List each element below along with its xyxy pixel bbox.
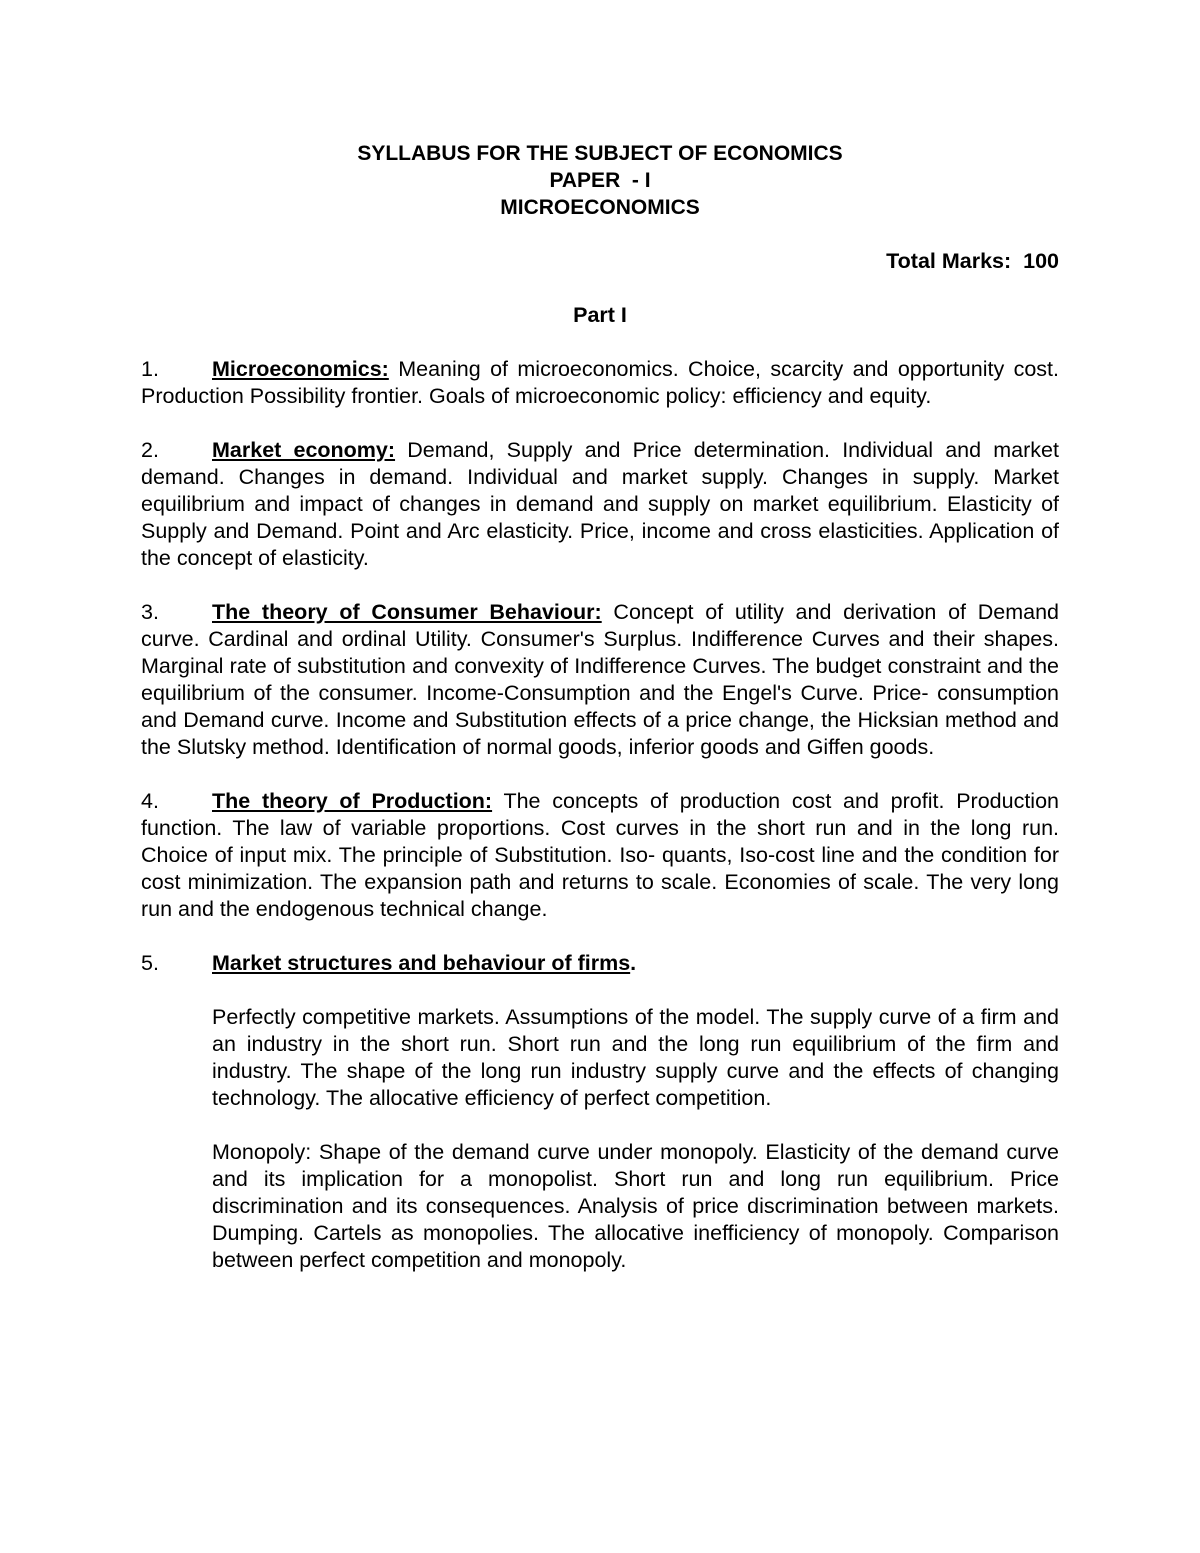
title-line-2: PAPER - I bbox=[549, 169, 651, 192]
section-text: Concept of utility and derivation of Demand curve. Cardinal and ordinal Utility. Consumer's Surplus. Indifference Curves and their shapes. Marginal rate of substitution and convexity of Indifference Curves. The budget constraint and the equilibrium of the consumer. Income-Consumption and the Engel's Curve. Price- consumption and Demand curve. Income and Substitution effects of a price change, the Hicksian method and the Slutsky method. Identification of normal goods, inferior goods and Giffen goods. bbox=[141, 600, 1059, 759]
part-heading: Part I bbox=[573, 303, 627, 327]
section-2 bbox=[141, 437, 1059, 572]
section-number: 2. bbox=[141, 438, 159, 462]
section-text: Meaning of microeconomics. Choice, scarcity and opportunity cost. Production Possibility frontier. Goals of microeconomic policy: efficiency and equity. bbox=[141, 357, 1059, 408]
section-heading: Microeconomics: bbox=[212, 357, 389, 381]
section-number: 4. bbox=[141, 789, 159, 813]
document-page bbox=[141, 140, 1059, 1274]
section-3 bbox=[141, 599, 1059, 761]
section-heading-trail: . bbox=[630, 951, 637, 975]
section-5 bbox=[141, 950, 1059, 977]
section-heading: Market structures and behaviour of firms bbox=[212, 951, 631, 975]
section-text: The concepts of production cost and profit. Production function. The law of variable proportions. Cost curves in the short run and in the long run. Choice of input mix. The principle of Substitution. Iso- quants, Iso-cost line and the condition for cost minimization. The expansion path and returns to scale. Economies of scale. The very long run and the endogenous technical change. bbox=[141, 789, 1059, 921]
section-1 bbox=[141, 356, 1059, 410]
section-number: 1. bbox=[141, 357, 159, 381]
total-marks: Total Marks: 100 bbox=[886, 249, 1059, 273]
section-heading: The theory of Production: bbox=[212, 789, 493, 813]
document-title bbox=[141, 140, 1059, 221]
title-line-3: MICROECONOMICS bbox=[500, 196, 700, 219]
section-heading: Market economy: bbox=[212, 438, 396, 462]
section-heading: The theory of Consumer Behaviour: bbox=[212, 600, 602, 624]
section-number: 3. bbox=[141, 600, 159, 624]
title-line-1: SYLLABUS FOR THE SUBJECT OF ECONOMICS bbox=[357, 142, 843, 165]
section-5-paragraph-monopoly: Monopoly: Shape of the demand curve under monopoly. Elasticity of the demand curve and its implication for a monopolist. Short run and long run equilibrium. Price discrimination and its consequences. Analysis of price discrimination between markets. Dumping. Cartels as monopolies. The allocative inefficiency of monopoly. Comparison between perfect competition and monopoly. bbox=[212, 1140, 1059, 1272]
section-number: 5. bbox=[141, 951, 159, 975]
section-5-paragraph-perfect-competition: Perfectly competitive markets. Assumptions of the model. The supply curve of a firm and an industry in the short run. Short run and the long run equilibrium of the firm and industry. The shape of the long run industry supply curve and the effects of changing technology. The allocative efficiency of perfect competition. bbox=[212, 1005, 1059, 1110]
section-4 bbox=[141, 788, 1059, 923]
section-text: Demand, Supply and Price determination. Individual and market demand. Changes in demand. Individual and market supply. Changes in supply. Market equilibrium and impact of changes in demand and supply on market equilibrium. Elasticity of Supply and Demand. Point and Arc elasticity. Price, income and cross elasticities. Application of the concept of elasticity. bbox=[141, 438, 1059, 570]
